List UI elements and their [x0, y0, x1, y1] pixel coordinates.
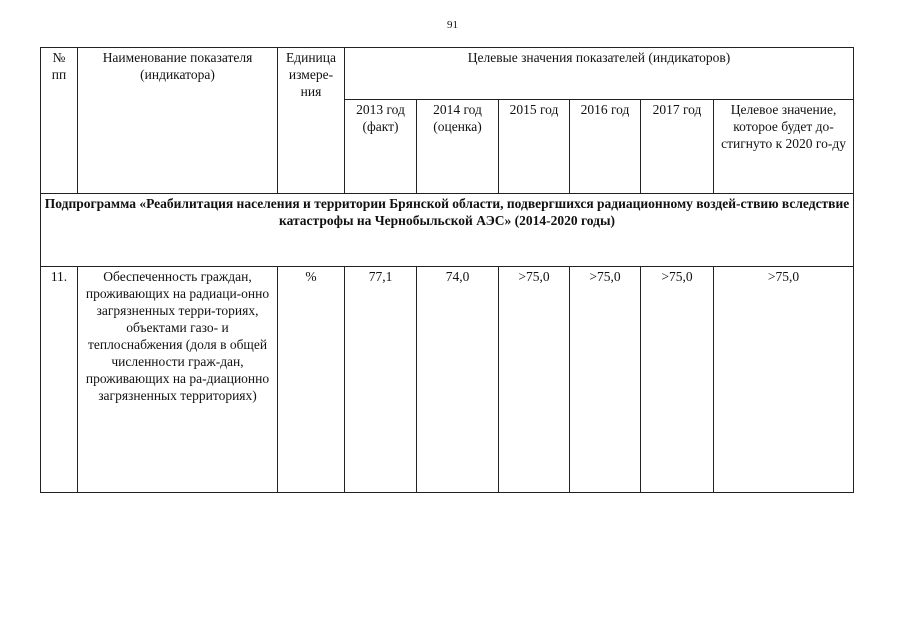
indicators-table	[40, 47, 854, 493]
header-year-2014: 2014 год (оценка)	[417, 100, 499, 194]
row-unit: %	[278, 267, 345, 493]
row-value-2013: 77,1	[345, 267, 417, 493]
header-target-2020: Целевое значение, которое будет до-стигнуто к 2020 го-ду	[714, 100, 854, 194]
row-value-2016: >75,0	[570, 267, 641, 493]
header-year-2017: 2017 год	[641, 100, 714, 194]
page-number: 91	[447, 19, 458, 31]
subprogram-title: Подпрограмма «Реабилитация населения и территории Брянской области, подвергшихся радиационному воздей-ствию вследствие катастрофы на Чернобыльской АЭС» (2014-2020 годы)	[41, 194, 854, 267]
table-header-row	[41, 48, 854, 100]
header-indicator-name: Наименование показателя (индикатора)	[78, 48, 278, 194]
table-row	[41, 267, 854, 493]
row-value-target-2020: >75,0	[714, 267, 854, 493]
header-year-2016: 2016 год	[570, 100, 641, 194]
subprogram-row	[41, 194, 854, 267]
row-indicator-name: Обеспеченность граждан, проживающих на радиаци-онно загрязненных терри-ториях, объектами газо- и теплоснабжения (доля в общей численности граж-дан, проживающих на ра-диационно загрязненных территориях)	[78, 267, 278, 493]
row-number: 11.	[41, 267, 78, 493]
row-value-2017: >75,0	[641, 267, 714, 493]
header-target-values: Целевые значения показателей (индикаторов)	[345, 48, 854, 100]
header-number: № пп	[41, 48, 78, 194]
header-year-2015: 2015 год	[499, 100, 570, 194]
header-unit: Единица измере-ния	[278, 48, 345, 194]
row-value-2015: >75,0	[499, 267, 570, 493]
row-value-2014: 74,0	[417, 267, 499, 493]
header-year-2013: 2013 год (факт)	[345, 100, 417, 194]
